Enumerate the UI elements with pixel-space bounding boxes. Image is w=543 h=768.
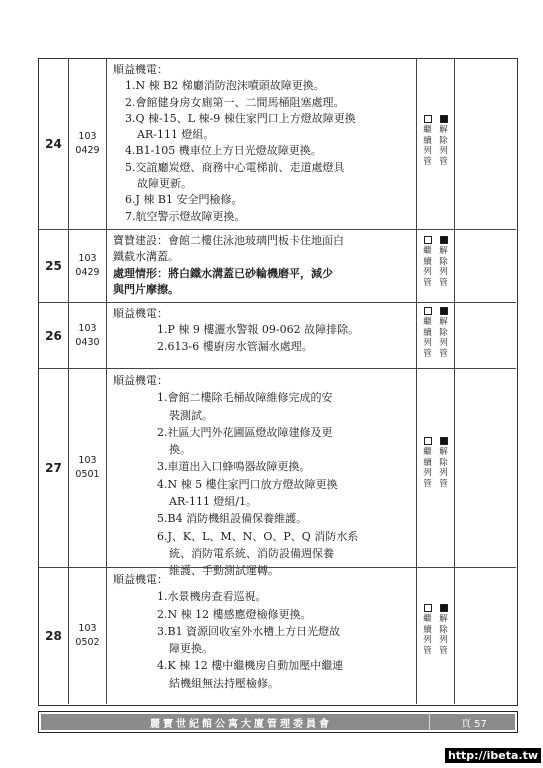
vendor-name: 順益機電： [113, 374, 168, 387]
empty-checkbox-icon [424, 604, 432, 612]
work-item: 5.B4 消防機組設備保養維護。 [157, 512, 308, 526]
work-item: 故障更新。 [137, 177, 192, 191]
blank-cell [455, 230, 516, 302]
work-item: 2.N 棟 12 樓感應燈檢修更換。 [157, 607, 312, 621]
work-item: 鐵截水溝蓋。 [113, 250, 179, 264]
vendor-name: 寶贊建設： [113, 234, 168, 247]
blank-cell [455, 568, 516, 704]
vendor-name: 順益機電： [113, 63, 168, 76]
table-row [39, 567, 516, 704]
continue-label: 繼 續 列 管 [423, 317, 432, 359]
remove-label: 解 除 列 管 [439, 246, 448, 288]
footer-bar [41, 714, 515, 730]
handling-label: 處理情形： [113, 266, 168, 280]
remove-checkbox [437, 115, 450, 167]
continue-label: 繼 續 列 管 [423, 125, 432, 167]
row-date [69, 369, 107, 567]
empty-checkbox-icon [424, 437, 432, 445]
page-footer [38, 711, 518, 733]
remove-checkbox [437, 604, 450, 656]
work-item: 3.B1 資源回收室外水槽上方日光燈故 [157, 624, 341, 638]
work-item: 3.車道出入口蜂鳴器故障更換。 [157, 460, 311, 474]
work-item: 換。 [169, 443, 191, 457]
work-item: 2.613-6 樓廚房水管漏水處理。 [157, 339, 313, 353]
work-item: 6.J、K、L、M、N、O、P、Q 消防水系 [157, 529, 359, 543]
status-cell [417, 568, 455, 704]
vendor-name: 順益機電： [113, 573, 168, 586]
remove-checkbox [437, 437, 450, 489]
committee-name: 麗寶世紀館公寓大廈管理委員會 [150, 718, 332, 730]
table-row [39, 368, 516, 578]
source-watermark: http://ibeta.tw [445, 748, 541, 763]
continue-checkbox [421, 307, 434, 359]
work-item: 7.航空警示燈故障更換。 [125, 209, 246, 223]
remove-label: 解 除 列 管 [439, 125, 448, 167]
work-item: 4.B1-105 機車位上方日光燈故障更換。 [125, 144, 322, 158]
blank-cell [455, 303, 516, 368]
date-year: 103 [78, 322, 97, 334]
row-number: 25 [39, 230, 69, 302]
work-item: AR-111 燈組/1。 [169, 495, 258, 509]
filled-checkbox-icon [440, 115, 448, 123]
row-number: 27 [39, 369, 69, 567]
remove-label: 解 除 列 管 [439, 614, 448, 656]
work-item: 1.P 棟 9 樓灑水警報 09-062 故障排除。 [157, 323, 360, 337]
row-description [107, 230, 417, 302]
row-description [107, 59, 417, 229]
date-monthday: 0429 [75, 267, 100, 278]
work-item: 5.交誼廳炭燈、商務中心電梯前、走道處燈具 [125, 160, 345, 174]
remove-checkbox [437, 307, 450, 359]
work-item: 維護、手動測試運轉。 [169, 564, 279, 578]
work-item: 會館二樓住泳池玻璃門板卡住地面白 [168, 234, 344, 247]
date-monthday: 0501 [75, 469, 100, 480]
work-item: 結機組無法持壓檢修。 [169, 676, 279, 690]
continue-label: 繼 續 列 管 [423, 447, 432, 489]
work-item: 1.水景機房查看巡視。 [157, 590, 267, 604]
remove-label: 解 除 列 管 [439, 317, 448, 359]
blank-cell [455, 59, 516, 229]
filled-checkbox-icon [440, 307, 448, 315]
table-row [39, 229, 516, 302]
date-monthday: 0429 [75, 145, 100, 156]
status-cell [417, 369, 455, 567]
row-number: 24 [39, 59, 69, 229]
filled-checkbox-icon [440, 236, 448, 244]
empty-checkbox-icon [424, 307, 432, 315]
date-year: 103 [78, 455, 97, 466]
work-item: 1.N 棟 B2 梯廳消防泡沫噴頭故障更換。 [125, 79, 325, 93]
date-monthday: 0502 [75, 637, 100, 648]
log-table [38, 58, 518, 706]
status-cell [417, 303, 455, 368]
work-item: 4.N 棟 5 樓住家門口放方燈故障更換 [157, 477, 338, 491]
filled-checkbox-icon [440, 604, 448, 612]
continue-checkbox [421, 115, 434, 167]
date-year: 103 [78, 131, 97, 142]
table-row [39, 59, 516, 229]
work-item: 2.社區大門外花圃區燈故障建修及更 [157, 425, 333, 439]
work-item: 3.Q 棟-15、L 棟-9 棟住家門口上方燈故障更換 [125, 111, 356, 125]
table-row [39, 302, 516, 368]
continue-label: 繼 續 列 管 [423, 246, 432, 288]
row-number: 28 [39, 568, 69, 704]
date-year: 103 [78, 623, 97, 634]
filled-checkbox-icon [440, 437, 448, 445]
row-description [107, 568, 417, 704]
date-monthday: 0430 [75, 336, 100, 348]
work-item: 裝測試。 [169, 408, 213, 422]
row-description [107, 303, 417, 368]
row-date [69, 59, 107, 229]
row-date [69, 568, 107, 704]
remove-checkbox [437, 236, 450, 288]
work-item: 2.會館健身房女廁第一、二間馬桶阻塞處理。 [125, 95, 345, 109]
status-cell [417, 59, 455, 229]
work-item: 障更換。 [169, 642, 213, 656]
row-date [69, 230, 107, 302]
remove-label: 解 除 列 管 [439, 447, 448, 489]
empty-checkbox-icon [424, 236, 432, 244]
page-number: 頁 57 [461, 718, 487, 730]
row-date [69, 303, 107, 368]
continue-checkbox [421, 604, 434, 656]
empty-checkbox-icon [424, 115, 432, 123]
continue-checkbox [421, 236, 434, 288]
work-item: 統、消防電系統、消防設備週保養 [169, 546, 334, 560]
blank-cell [455, 369, 516, 567]
footer-divider [429, 714, 430, 730]
vendor-name: 順益機電： [113, 307, 168, 320]
handling-item: 將白鐵水溝蓋已砂輪機磨平，減少 [168, 266, 333, 280]
work-item: AR-111 燈組。 [137, 128, 215, 142]
row-number: 26 [39, 303, 69, 368]
continue-checkbox [421, 437, 434, 489]
status-cell [417, 230, 455, 302]
work-item: 4.K 棟 12 樓中繼機房自動加壓中繼連 [157, 659, 344, 673]
row-description [107, 369, 417, 578]
date-year: 103 [78, 253, 97, 264]
continue-label: 繼 續 列 管 [423, 614, 432, 656]
handling-item: 與門片摩擦。 [113, 282, 179, 296]
work-item: 1.會館二樓除毛桶故障維修完成的安 [157, 391, 333, 405]
work-item: 6.J 棟 B1 安全門檢修。 [125, 193, 243, 207]
